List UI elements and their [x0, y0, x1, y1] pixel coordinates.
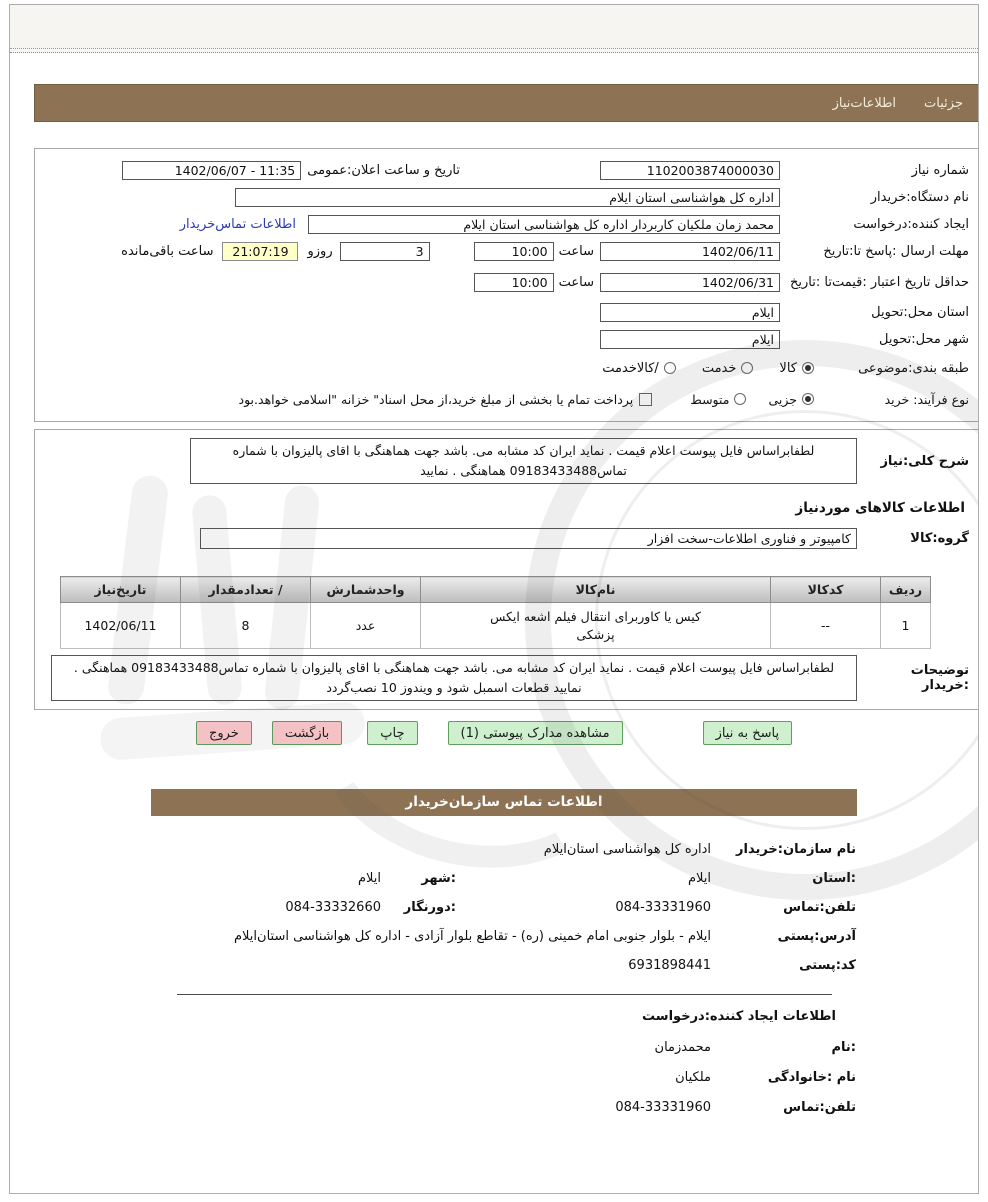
- fax-label: :دورنگار: [403, 900, 456, 915]
- announce-datetime-input[interactable]: [122, 161, 301, 180]
- cell-unit: عدد: [311, 603, 421, 649]
- radio-service[interactable]: [741, 362, 753, 374]
- category-label: طبقه بندی:موضوعی: [858, 360, 969, 376]
- remaining-label: ساعت باقی‌مانده: [121, 244, 214, 259]
- action-buttons: [10, 721, 978, 745]
- tab-bar: [34, 84, 979, 122]
- section-divider: [177, 994, 832, 995]
- need-info-form: [34, 148, 979, 422]
- need-description-label: شرح کلی:نیاز: [880, 453, 969, 469]
- radio-goods-label: کالا: [779, 360, 797, 376]
- city-label: :شهر: [421, 871, 456, 886]
- col-row-number: ردیف: [881, 577, 931, 603]
- deadline-date-input[interactable]: [600, 242, 780, 261]
- address-value: ایلام - بلوار جنوبی امام خمینی (ره) - تقاطع بلوار آزادی - اداره کل هواشناسی استان‌ایلام: [233, 929, 711, 944]
- treasury-checkbox[interactable]: [639, 393, 652, 406]
- buyer-remarks-box: لطفابراساس فایل پیوست اعلام قیمت . نماید ایران کد مشابه می. باشد جهت هماهنگی با اقای پالیزوان با شماره تماس09183433488 هماهنگی . نمایید قطعات اسمبل شود و ویندوز 10 نصب‌گردد: [51, 655, 857, 701]
- col-need-date: تاریخ‌نیاز: [61, 577, 181, 603]
- last-name-value: ملکیان: [675, 1069, 711, 1085]
- delivery-city-label: شهر محل:تحویل: [879, 332, 969, 347]
- buyer-contact-link[interactable]: اطلاعات تماس‌خریدار: [179, 217, 296, 232]
- attachments-button[interactable]: مشاهده مدارک پیوستی (1): [448, 721, 623, 745]
- validity-hour-label: ساعت: [558, 274, 594, 290]
- radio-goods[interactable]: [802, 362, 814, 374]
- delivery-province-input[interactable]: [600, 303, 780, 322]
- province-label: :استان: [812, 871, 856, 886]
- col-unit: واحدشمارش: [311, 577, 421, 603]
- back-button[interactable]: بازگشت: [272, 721, 342, 745]
- radio-small-label: جزیی: [768, 391, 797, 407]
- goods-table: [60, 576, 931, 649]
- need-description-box: لطفابراساس فایل پیوست اعلام قیمت . نماید ایران کد مشابه می. باشد جهت هماهنگی با اقای پالیزوان با شماره تماس09183433488 هماهنگی . نمایید: [190, 438, 857, 484]
- radio-small-purchase[interactable]: [802, 393, 814, 405]
- goods-group-input[interactable]: [200, 528, 857, 549]
- announce-label: تاریخ و ساعت اعلان:عمومی: [307, 163, 460, 178]
- goods-group-label: گروه:کالا: [910, 531, 969, 546]
- countdown-timer: 21:07:19: [222, 242, 298, 261]
- postal-code-label: کد:پستی: [799, 958, 856, 973]
- first-name-value: محمدزمان: [654, 1039, 711, 1055]
- print-button[interactable]: چاپ: [367, 721, 417, 745]
- need-detail-section: [34, 429, 979, 710]
- cell-item-name: [421, 603, 771, 649]
- buyer-remarks-label: توضیحات :خریدار: [910, 663, 969, 693]
- validity-label: حداقل تاریخ اعتبار :قیمت‌تا :تاریخ: [789, 274, 969, 290]
- process-type-label: نوع فرآیند: خرید: [884, 391, 969, 407]
- delivery-province-label: استان محل:تحویل: [871, 305, 969, 320]
- radio-medium-label: متوسط: [690, 391, 730, 407]
- tab-need-info[interactable]: اطلاعات‌نیاز: [832, 95, 897, 111]
- org-name-label: نام سازمان:خریدار: [736, 842, 856, 857]
- col-quantity: / تعدادمقدار: [181, 577, 311, 603]
- deadline-time-input[interactable]: [474, 242, 554, 261]
- requester-input[interactable]: [308, 215, 780, 234]
- org-name-value: اداره کل هواشناسی استان‌ایلام: [543, 842, 711, 857]
- cell-item-code: --: [771, 603, 881, 649]
- deadline-label: مهلت ارسال :پاسخ تا:تاریخ: [823, 244, 969, 259]
- days-label: روزو: [307, 244, 333, 259]
- reply-button[interactable]: پاسخ به نیاز: [703, 721, 793, 745]
- col-item-code: کدکالا: [771, 577, 881, 603]
- deadline-hour-label: ساعت: [558, 244, 594, 259]
- province-value: ایلام: [687, 871, 711, 886]
- radio-goods-service-label: /کالاخدمت: [602, 360, 659, 376]
- requester-phone-label: تلفن:تماس: [783, 1099, 856, 1115]
- buyer-contact-section: [177, 835, 856, 1122]
- buyer-contact-header: اطلاعات تماس سازمان‌خریدار: [151, 789, 857, 816]
- requester-phone-value: 084-33331960: [615, 1099, 711, 1115]
- address-label: آدرس:پستی: [777, 929, 856, 944]
- goods-table-header: [61, 577, 931, 603]
- cell-row-number: 1: [881, 603, 931, 649]
- exit-button[interactable]: خروج: [196, 721, 252, 745]
- buyer-org-input[interactable]: [235, 188, 780, 207]
- window-frame: [9, 4, 979, 1194]
- goods-info-heading: اطلاعات کالاهای موردنیاز: [795, 500, 965, 516]
- city-value: ایلام: [357, 871, 381, 886]
- requester-info-heading: اطلاعات ایجاد کننده:درخواست: [642, 1009, 836, 1024]
- phone-value: 084-33331960: [615, 900, 711, 915]
- need-number-input[interactable]: [600, 161, 780, 180]
- postal-code-value: 6931898441: [628, 958, 711, 973]
- phone-label: تلفن:تماس: [783, 900, 856, 915]
- cell-need-date: 1402/06/11: [61, 603, 181, 649]
- radio-goods-service[interactable]: [664, 362, 676, 374]
- first-name-label: :نام: [831, 1039, 856, 1055]
- tab-details[interactable]: جزئیات: [924, 95, 963, 111]
- goods-table-row: [61, 603, 931, 649]
- item-name-text: کیس یا کاوربرای انتقال فیلم اشعه ایکس پزشکی: [490, 608, 701, 642]
- col-item-name: نام‌کالا: [421, 577, 771, 603]
- delivery-city-input[interactable]: [600, 330, 780, 349]
- radio-medium-purchase[interactable]: [734, 393, 746, 405]
- validity-time-input[interactable]: [474, 273, 554, 292]
- fax-value: 084-33332660: [285, 900, 381, 915]
- need-number-label: شماره نیاز: [911, 163, 969, 178]
- last-name-label: نام :خانوادگی: [767, 1069, 856, 1085]
- days-input[interactable]: [340, 242, 430, 261]
- requester-label: ایجاد کننده:درخواست: [853, 217, 969, 232]
- validity-date-input[interactable]: [600, 273, 780, 292]
- radio-service-label: خدمت: [701, 360, 737, 376]
- buyer-org-label: نام دستگاه:خریدار: [870, 190, 969, 205]
- treasury-note: پرداخت تمام یا بخشی از مبلغ خرید،از محل اسناد" خزانه "اسلامی خواهد.بود: [238, 391, 634, 407]
- cell-quantity: 8: [181, 603, 311, 649]
- top-strip: [10, 5, 978, 53]
